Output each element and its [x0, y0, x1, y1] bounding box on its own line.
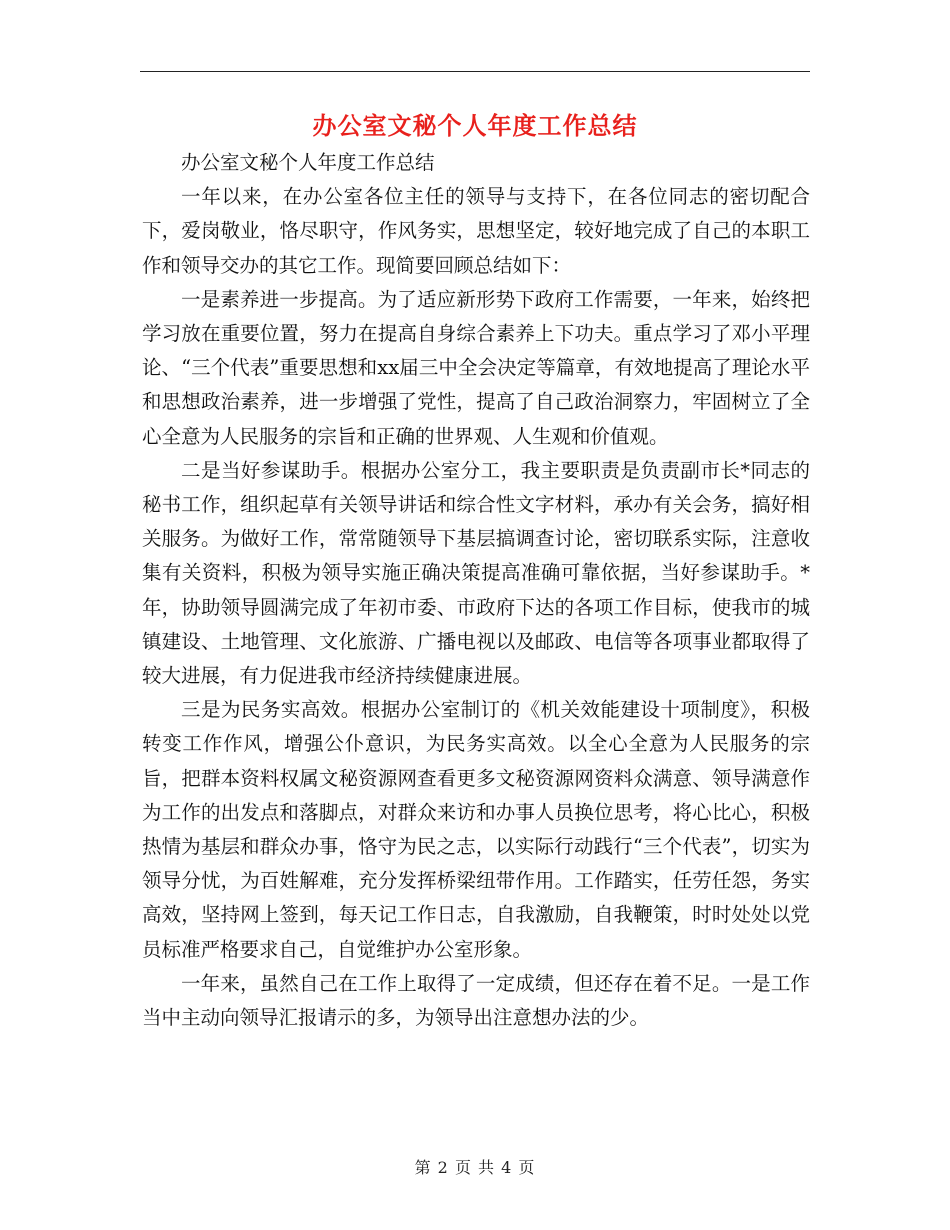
paragraph-intro: 一年以来，在办公室各位主任的领导与支持下，在各位同志的密切配合下，爱岗敬业，恪尽职守，作风务实，思想坚定，较好地完成了自己的本职工作和领导交办的其它工作。现简要回顾总结如下： — [142, 185, 810, 277]
paragraph-point-two: 二是当好参谋助手。根据办公室分工，我主要职责是负责副市长*同志的秘书工作，组织起草有关领导讲话和综合性文字材料，承办有关会务，搞好相关服务。为做好工作，常常随领导下基层搞调查讨论，密切联系实际，注意收集有关资料，积极为领导实施正确决策提高准确可靠依据，当好参谋助手。*年，协助领导圆满完成了年初市委、市政府下达的各项工作目标，使我市的城镇建设、土地管理、文化旅游、广播电视以及邮政、电信等各项事业都取得了较大进展，有力促进我市经济持续健康进展。 — [142, 458, 810, 688]
document-body — [142, 146, 810, 1035]
paragraph-shortcomings: 一年来，虽然自己在工作上取得了一定成绩，但还存在着不足。一是工作当中主动向领导汇报请示的多，为领导出注意想办法的少。 — [142, 971, 810, 1030]
page-number: 第 2 页 共 4 页 — [414, 1158, 536, 1177]
paragraph-point-three: 三是为民务实高效。根据办公室制订的《机关效能建设十项制度》，积极转变工作作风，增强公仆意识，为民务实高效。以全心全意为人民服务的宗旨，把群本资料权属文秘资源网查看更多文秘资源网资料众满意、领导满意作为工作的出发点和落脚点，对群众来访和办事人员换位思考，将心比心，积极热情为基层和群众办事，恪守为民之志，以实际行动践行“三个代表”，切实为领导分忧，为百姓解难，充分发挥桥梁纽带作用。工作踏实，任劳任怨，务实高效，坚持网上签到，每天记工作日志，自我激励，自我鞭策，时时处处以党员标准严格要求自己，自觉维护办公室形象。 — [142, 698, 810, 961]
paragraph-subtitle: 办公室文秘个人年度工作总结 — [181, 151, 435, 174]
header-rule — [140, 71, 810, 72]
paragraph-point-one: 一是素养进一步提高。为了适应新形势下政府工作需要，一年来，始终把学习放在重要位置，努力在提高自身综合素养上下功夫。重点学习了邓小平理论、“三个代表”重要思想和xx届三中全会决定等篇章，有效地提高了理论水平和思想政治素养，进一步增强了党性，提高了自己政治洞察力，牢固树立了全心全意为人民服务的宗旨和正确的世界观、人生观和价值观。 — [142, 287, 810, 448]
document-title: 办公室文秘个人年度工作总结 — [312, 111, 638, 140]
